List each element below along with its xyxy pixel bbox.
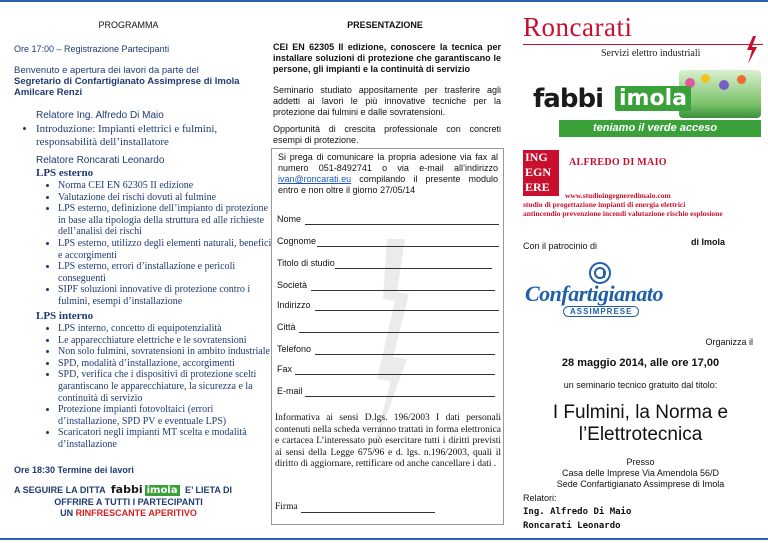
field-label: E-mail [277, 386, 303, 396]
aperitivo-line-2: OFFRIRE A TUTTI I PARTECIPANTI [54, 497, 203, 507]
fabbi-small-word: fabbi [110, 483, 143, 496]
venue-address: Casa delle Imprese Via Amendola 56/D [562, 468, 719, 478]
relatore-name: Ing. Alfredo Di Maio [523, 507, 632, 517]
form-intro-text: Si prega di comunicare la propria adesione via fax al numero 051-8492741 o via e-mail all’indirizzo [278, 152, 498, 173]
field-underline [295, 374, 495, 375]
field-label: Indirizzo [277, 300, 311, 310]
field-cognome[interactable] [277, 236, 499, 246]
ing-line: EGN [525, 165, 552, 179]
studio-desc-2: antincendio prevenzione incendi valutazione rischio esplosione [523, 209, 723, 218]
field-underline [311, 290, 495, 291]
fabbi-small-logo [108, 483, 183, 496]
assimprese-word: ASSIMPRESE [563, 306, 639, 317]
email-link[interactable]: ivan@roncarati.eu [278, 174, 352, 184]
programma-title: PROGRAMMA [98, 20, 159, 30]
field-telefono[interactable] [277, 344, 495, 354]
studio-desc-1: studio di progettazione impianti di energia elettrici [523, 200, 686, 209]
confartigianato-word: Confartigianato [525, 281, 663, 306]
field-underline [301, 512, 435, 513]
cover-column [513, 0, 768, 543]
roncarati-underline [523, 44, 763, 45]
venue-sede: Sede Confartigianato Assimprese di Imola [556, 479, 725, 489]
presentazione-title: PRESENTAZIONE [347, 20, 423, 30]
fabbi-imola-logo [529, 70, 761, 140]
field-label: Titolo di studio [277, 258, 335, 268]
lps-interno-title: LPS interno [36, 310, 94, 322]
event-date: 28 maggio 2014, alle ore 17,00 [561, 357, 720, 369]
ing-line: ERE [525, 180, 550, 194]
list-item: • LPS esterno, errori d’installazione e pericoli conseguenti [58, 261, 276, 284]
ing-line: ING [525, 150, 548, 164]
field-label: Firma [275, 502, 298, 512]
opportunita-paragraph: Opportunità di crescita professionale con concreti esempi di protezione. [273, 124, 501, 145]
seminario-label: un seminario tecnico gratuito dal titolo: [563, 380, 718, 390]
list-item: • LPS esterno, utilizzo degli elementi naturali, benefici e accorgimenti [58, 238, 276, 261]
list-item: • SPD, verifica che i dispositivi di protezione scelti garantiscano le apparecchiature, la sicurezza e la continuità di servizio [58, 369, 276, 404]
field-label: Nome [277, 214, 302, 224]
aperitivo-line-1 [14, 483, 254, 496]
list-item: • LPS esterno, definizione dell’impianto di protezione in base alla tipologia della struttura ed alle richieste dell’analisi dei rischi [58, 203, 276, 238]
intro-paragraph: CEI EN 62305 II edizione, conoscere la tecnica per installare soluzioni di protezione che garantiscano le persone, gli impianti e la continuità di servizio [273, 42, 501, 74]
field-indirizzo[interactable] [277, 300, 499, 310]
list-item: • Non solo fulmini, sovratensioni in ambito industriale [58, 346, 276, 358]
fabbi-word: fabbi [533, 84, 603, 114]
field-label: Società [277, 280, 308, 290]
list-item: • SPD, modalità d’installazione, accorgimenti [58, 358, 276, 370]
flower-icon [701, 74, 710, 83]
list-item: • Protezione impianti fotovoltaici (errori d’installazione, SPD PV e eventuale LPS) [58, 404, 276, 427]
form-deadline-text: compilando il presente modulo entro e non oltre il giorno 27/05/14 [278, 174, 498, 195]
field-underline [317, 246, 499, 247]
opening-line-3: Amilcare Renzi [14, 87, 83, 98]
relatore1-list [14, 123, 261, 149]
form-instructions [278, 152, 498, 196]
flower-icon [719, 80, 729, 90]
field-label: Fax [277, 364, 293, 374]
imola-small-word: imola [146, 485, 178, 496]
flower-icon [737, 75, 746, 84]
registration-line: Ore 17:00 – Registrazione Partecipanti [14, 44, 170, 54]
relatore1-item: • Introduzione: Impianti elettrici e fulmini, responsabilità dell’installatore [36, 123, 261, 149]
seminar-title-2: l’Elettrotecnica [578, 424, 703, 445]
roncarati-lightning-icon [745, 36, 759, 64]
list-item: • Le apparecchiature elettriche e le sovratensioni [58, 335, 276, 347]
field-firma[interactable] [275, 502, 435, 512]
field-underline [335, 268, 492, 269]
di-imola-label: di Imola [691, 237, 726, 247]
un-text: UN [60, 508, 74, 518]
privacy-notice: Informativa ai sensi D.lgs. 196/2003 I dati personali contenuti nella scheda verranno trattati in forma elettronica e cartacea L’interessato può esercitare tutti i diritti previsti ai sensi della Legge 675/96 e d. lgs. n.196/2003, quali il diritto di aggiornare, rettificare od anche cancellare i dati . [275, 413, 501, 469]
seminar-title-1: I Fulmini, la Norma e [552, 402, 729, 423]
list-item: • Scaricatori negli impianti MT scelta e modalità d’installazione [58, 427, 276, 450]
field-underline [315, 354, 495, 355]
list-item: • SIPF soluzioni innovative di protezione contro i fulmini, esempi d’installazione [58, 284, 276, 307]
programma-column [0, 0, 272, 543]
list-item: • LPS interno, concetto di equipotenzialità [58, 323, 276, 335]
relatore2-title: Relatore Roncarati Leonardo [36, 155, 165, 166]
field-underline [305, 224, 499, 225]
seminario-paragraph: Seminario studiato appositamente per trasferire agli addetti ai lavori le più innovative tecniche per la protezione dai fulmini e dalle sovratensioni. [273, 85, 501, 117]
presentazione-column [257, 0, 513, 543]
termine-line: Ore 18:30 Termine dei lavori [14, 465, 134, 475]
list-item: • Norma CEI EN 62305 II edizione [58, 180, 276, 192]
rinfrescante-text: RINFRESCANTE APERITIVO [75, 508, 197, 518]
field-label: Cognome [277, 236, 317, 246]
opening-line-1: Benvenuto e apertura dei lavori da parte del [14, 65, 199, 76]
organizza-label: Organizza il [705, 337, 753, 347]
field-fax[interactable] [277, 364, 495, 374]
roncarati-tagline: Servizi elettro industriali [601, 48, 701, 59]
field-underline [305, 396, 495, 397]
field-titolo-studio[interactable] [277, 258, 492, 268]
field-nome[interactable] [277, 214, 499, 224]
alfredo-name: ALFREDO DI MAIO [569, 157, 667, 168]
field-label: Telefono [277, 344, 312, 354]
lps-esterno-title: LPS esterno [36, 167, 94, 179]
ing-logo [523, 150, 559, 196]
confartigianato-logo [525, 262, 675, 322]
fabbi-tagline: teniamo il verde acceso [593, 122, 718, 134]
field-label: Città [277, 322, 296, 332]
lieta-text: E’ LIETA DI [185, 485, 233, 495]
lps-esterno-list [36, 180, 276, 308]
list-item: • Valutazione dei rischi dovuti al fulmine [58, 192, 276, 204]
field-email[interactable] [277, 386, 495, 396]
patrocinio-label: Con il patrocinio di [523, 241, 598, 251]
presso-label: Presso [626, 457, 655, 467]
relatore-name: Roncarati Leonardo [523, 521, 621, 531]
opening-line-2: Segretario di Confartigianato Assimprese di Imola [14, 76, 240, 87]
relatori-label: Relatori: [523, 493, 557, 503]
seguire-text: A SEGUIRE LA DITTA [14, 485, 106, 495]
lps-interno-list [36, 323, 276, 451]
aperitivo-line-3 [0, 508, 257, 518]
relatore1-title: Relatore Ing. Alfredo Di Maio [36, 110, 164, 121]
field-underline [299, 332, 499, 333]
imola-word: imola [615, 86, 691, 111]
studio-url[interactable]: www.studioingegneredimaio.com [565, 191, 671, 200]
field-citta[interactable] [277, 322, 499, 332]
roncarati-logo: Roncarati [523, 12, 633, 42]
field-societa[interactable] [277, 280, 495, 290]
field-underline [315, 310, 499, 311]
